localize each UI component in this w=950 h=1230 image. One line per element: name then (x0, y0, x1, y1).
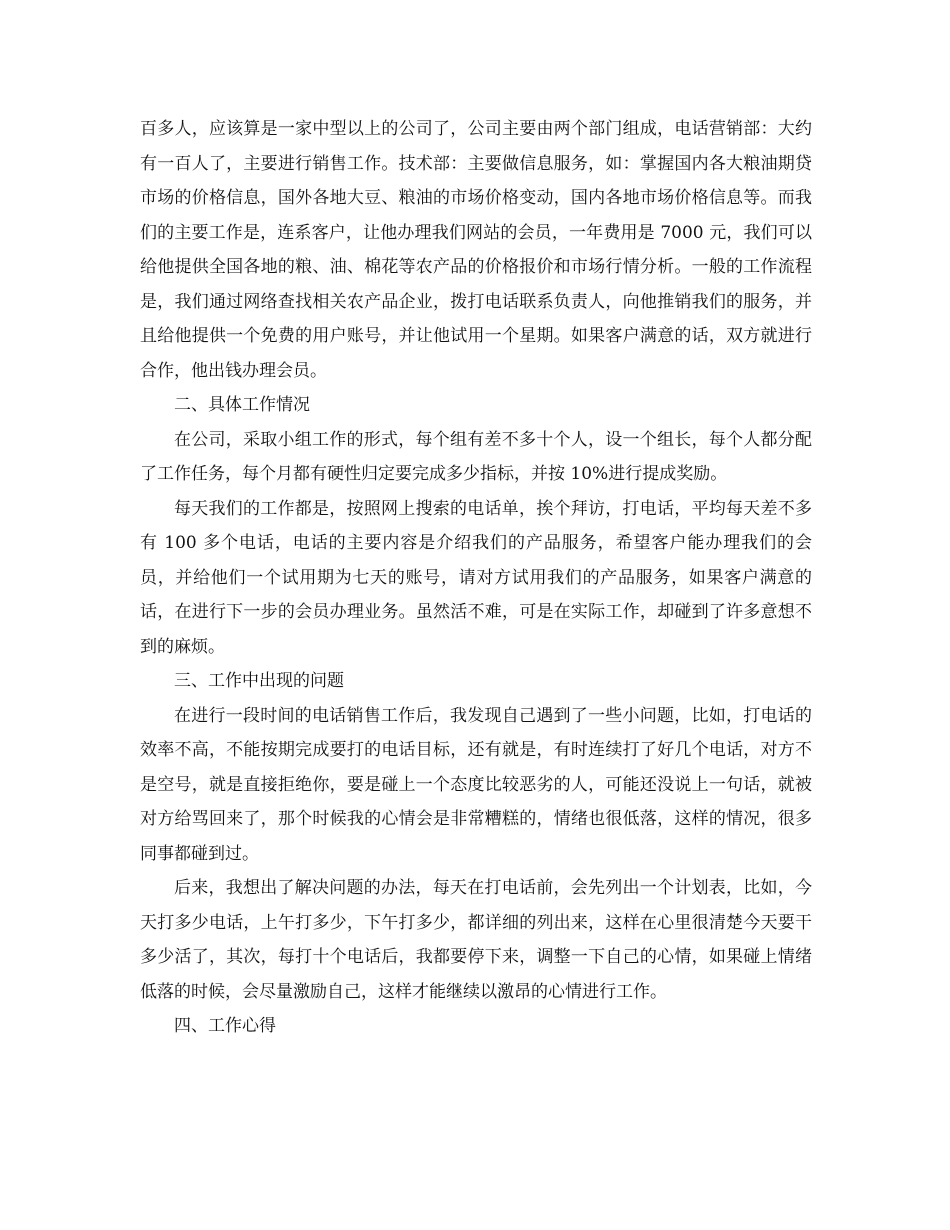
document-page (140, 112, 812, 1044)
body-paragraph: 在公司，采取小组工作的形式，每个组有差不多十个人，设一个组长，每个人都分配了工作任务，每个月都有硬性归定要完成多少指标，并按 10%进行提成奖励。 (140, 429, 812, 484)
section-heading: 三、工作中出现的问题 (174, 671, 344, 691)
body-paragraph: 后来，我想出了解决问题的办法，每天在打电话前，会先列出一个计划表，比如，今天打多少电话，上午打多少，下午打多少，都详细的列出来，这样在心里很清楚今天要干多少活了，其次，每打十个电话后，我都要停下来，调整一下自己的心情，如果碰上情绪低落的时候，会尽量激励自己，这样才能继续以激昂的心情进行工作。 (140, 878, 812, 1002)
body-paragraph: 在进行一段时间的电话销售工作后，我发现自己遇到了一些小问题，比如，打电话的效率不高，不能按期完成要打的电话目标，还有就是，有时连续打了好几个电话，对方不是空号，就是直接拒绝你，要是碰上一个态度比较恶劣的人，可能还没说上一句话，就被对方给骂回来了，那个时候我的心情会是非常糟糕的，情绪也很低落，这样的情况，很多同事都碰到过。 (140, 705, 812, 864)
body-paragraph: 百多人，应该算是一家中型以上的公司了，公司主要由两个部门组成，电话营销部：大约有一百人了，主要进行销售工作。技术部：主要做信息服务，如：掌握国内各大粮油期贷市场的价格信息，国外各地大豆、粮油的市场价格变动，国内各地市场价格信息等。而我们的主要工作是，连系客户，让他办理我们网站的会员，一年费用是 7000 元，我们可以给他提供全国各地的粮、油、棉花等农产品的价格报价和市场行情分析。一般的工作流程是，我们通过网络查找相关农产品企业，拨打电话联系负责人，向他推销我们的服务，并且给他提供一个免费的用户账号，并让他试用一个星期。如果客户满意的话，双方就进行合作，他出钱办理会员。 (140, 119, 812, 381)
section-heading: 四、工作心得 (174, 1016, 276, 1036)
section-heading: 二、具体工作情况 (174, 395, 310, 415)
body-paragraph: 每天我们的工作都是，按照网上搜索的电话单，挨个拜访，打电话，平均每天差不多有 100 多个电话，电话的主要内容是介绍我们的产品服务，希望客户能办理我们的会员，并给他们一个试用期为七天的账号，请对方试用我们的产品服务，如果客户满意的话，在进行下一步的会员办理业务。虽然活不难，可是在实际工作，却碰到了许多意想不到的麻烦。 (140, 498, 812, 657)
